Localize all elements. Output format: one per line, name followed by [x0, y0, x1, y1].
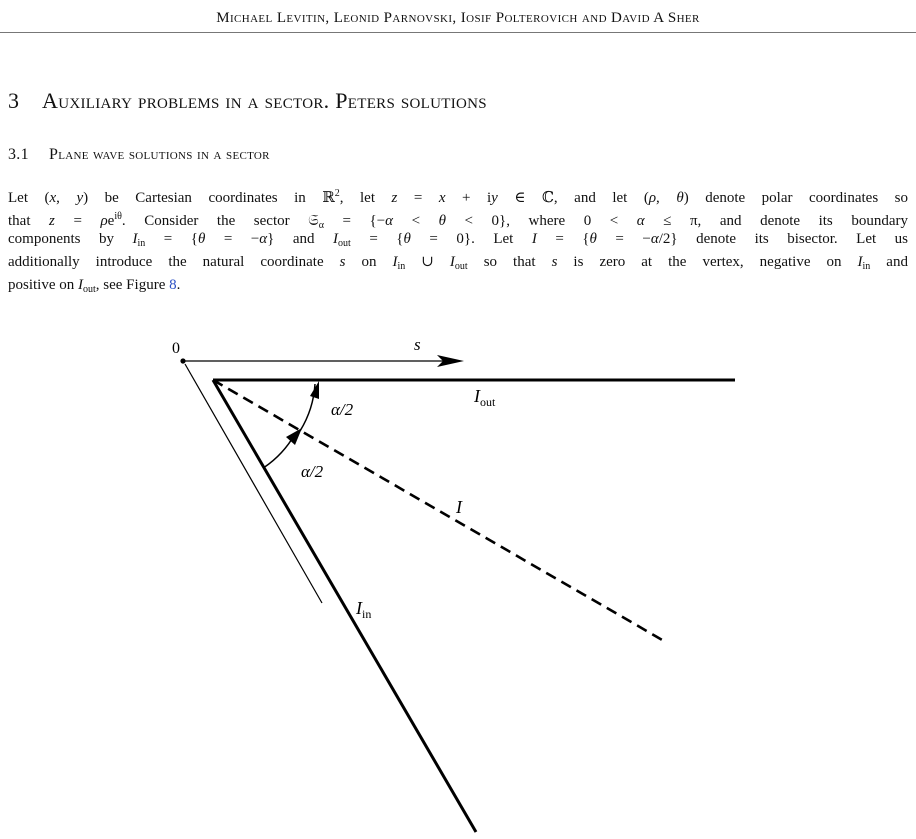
subsection-number: 3.1 — [8, 146, 29, 163]
Iin-boundary-line — [213, 380, 476, 832]
upper-angle-arc — [300, 384, 315, 431]
running-head: Michael Levitin, Leonid Parnovski, Iosif Polterovich and David A Sher — [216, 10, 700, 26]
section-title-text: Auxiliary problems in a sector. Peters solutions — [42, 88, 487, 113]
body-paragraph — [8, 182, 908, 297]
header-rule — [0, 32, 916, 33]
subsection-title-text: Plane wave solutions in a sector — [49, 146, 270, 163]
section-number: 3 — [8, 88, 20, 113]
paragraph-line-3: components by $I_{in} = \{\theta = -\alpha\}$ and $I_{out} = \{\theta = 0\}$. Let I = {θ = −α/2} denote its bisector. Let us — [8, 231, 908, 249]
s-label: s — [414, 335, 421, 354]
bisector-line — [213, 380, 664, 641]
Iin-label: $I_{in}$ — [356, 598, 372, 621]
lower-half-angle-label: α/2 — [301, 462, 324, 481]
s-axis-in-line — [185, 364, 322, 603]
figure-reference-link[interactable]: 8 — [169, 277, 177, 293]
paragraph-line-4: additionally introduce the natural coordinate s on $I_{in}$ ∪ $I_{out}$ so that s is zero at the vertex, negative on $I_{in}$ and — [8, 254, 908, 272]
paragraph-line-2: that $z = \rho e^{i\theta}$. Consider the sector 𝔖$_\alpha$ = {−α < θ < 0}, where 0 < α ≤ π, and denote its boundary — [8, 211, 908, 231]
paragraph-line-1: Let (x, y) be Cartesian coordinates in ℝ$^2$, let z = x + iy ∈ ℂ, and let (ρ, θ) denote polar coordinates so — [8, 188, 909, 206]
sector-figure — [0, 320, 916, 839]
upper-half-angle-label: α/2 — [331, 400, 354, 419]
bisector-label: I — [456, 497, 462, 517]
Iout-label: $I_{out}$ — [474, 386, 496, 409]
origin-point — [180, 358, 185, 363]
origin-label: 0 — [172, 340, 180, 357]
lower-angle-arrowhead — [286, 428, 302, 445]
paragraph-line-5: positive on $I_{out}$, see Figure 8. — [8, 277, 181, 295]
subsection-title — [8, 146, 270, 164]
upper-angle-arrowhead — [310, 381, 319, 399]
section-title — [8, 88, 487, 114]
